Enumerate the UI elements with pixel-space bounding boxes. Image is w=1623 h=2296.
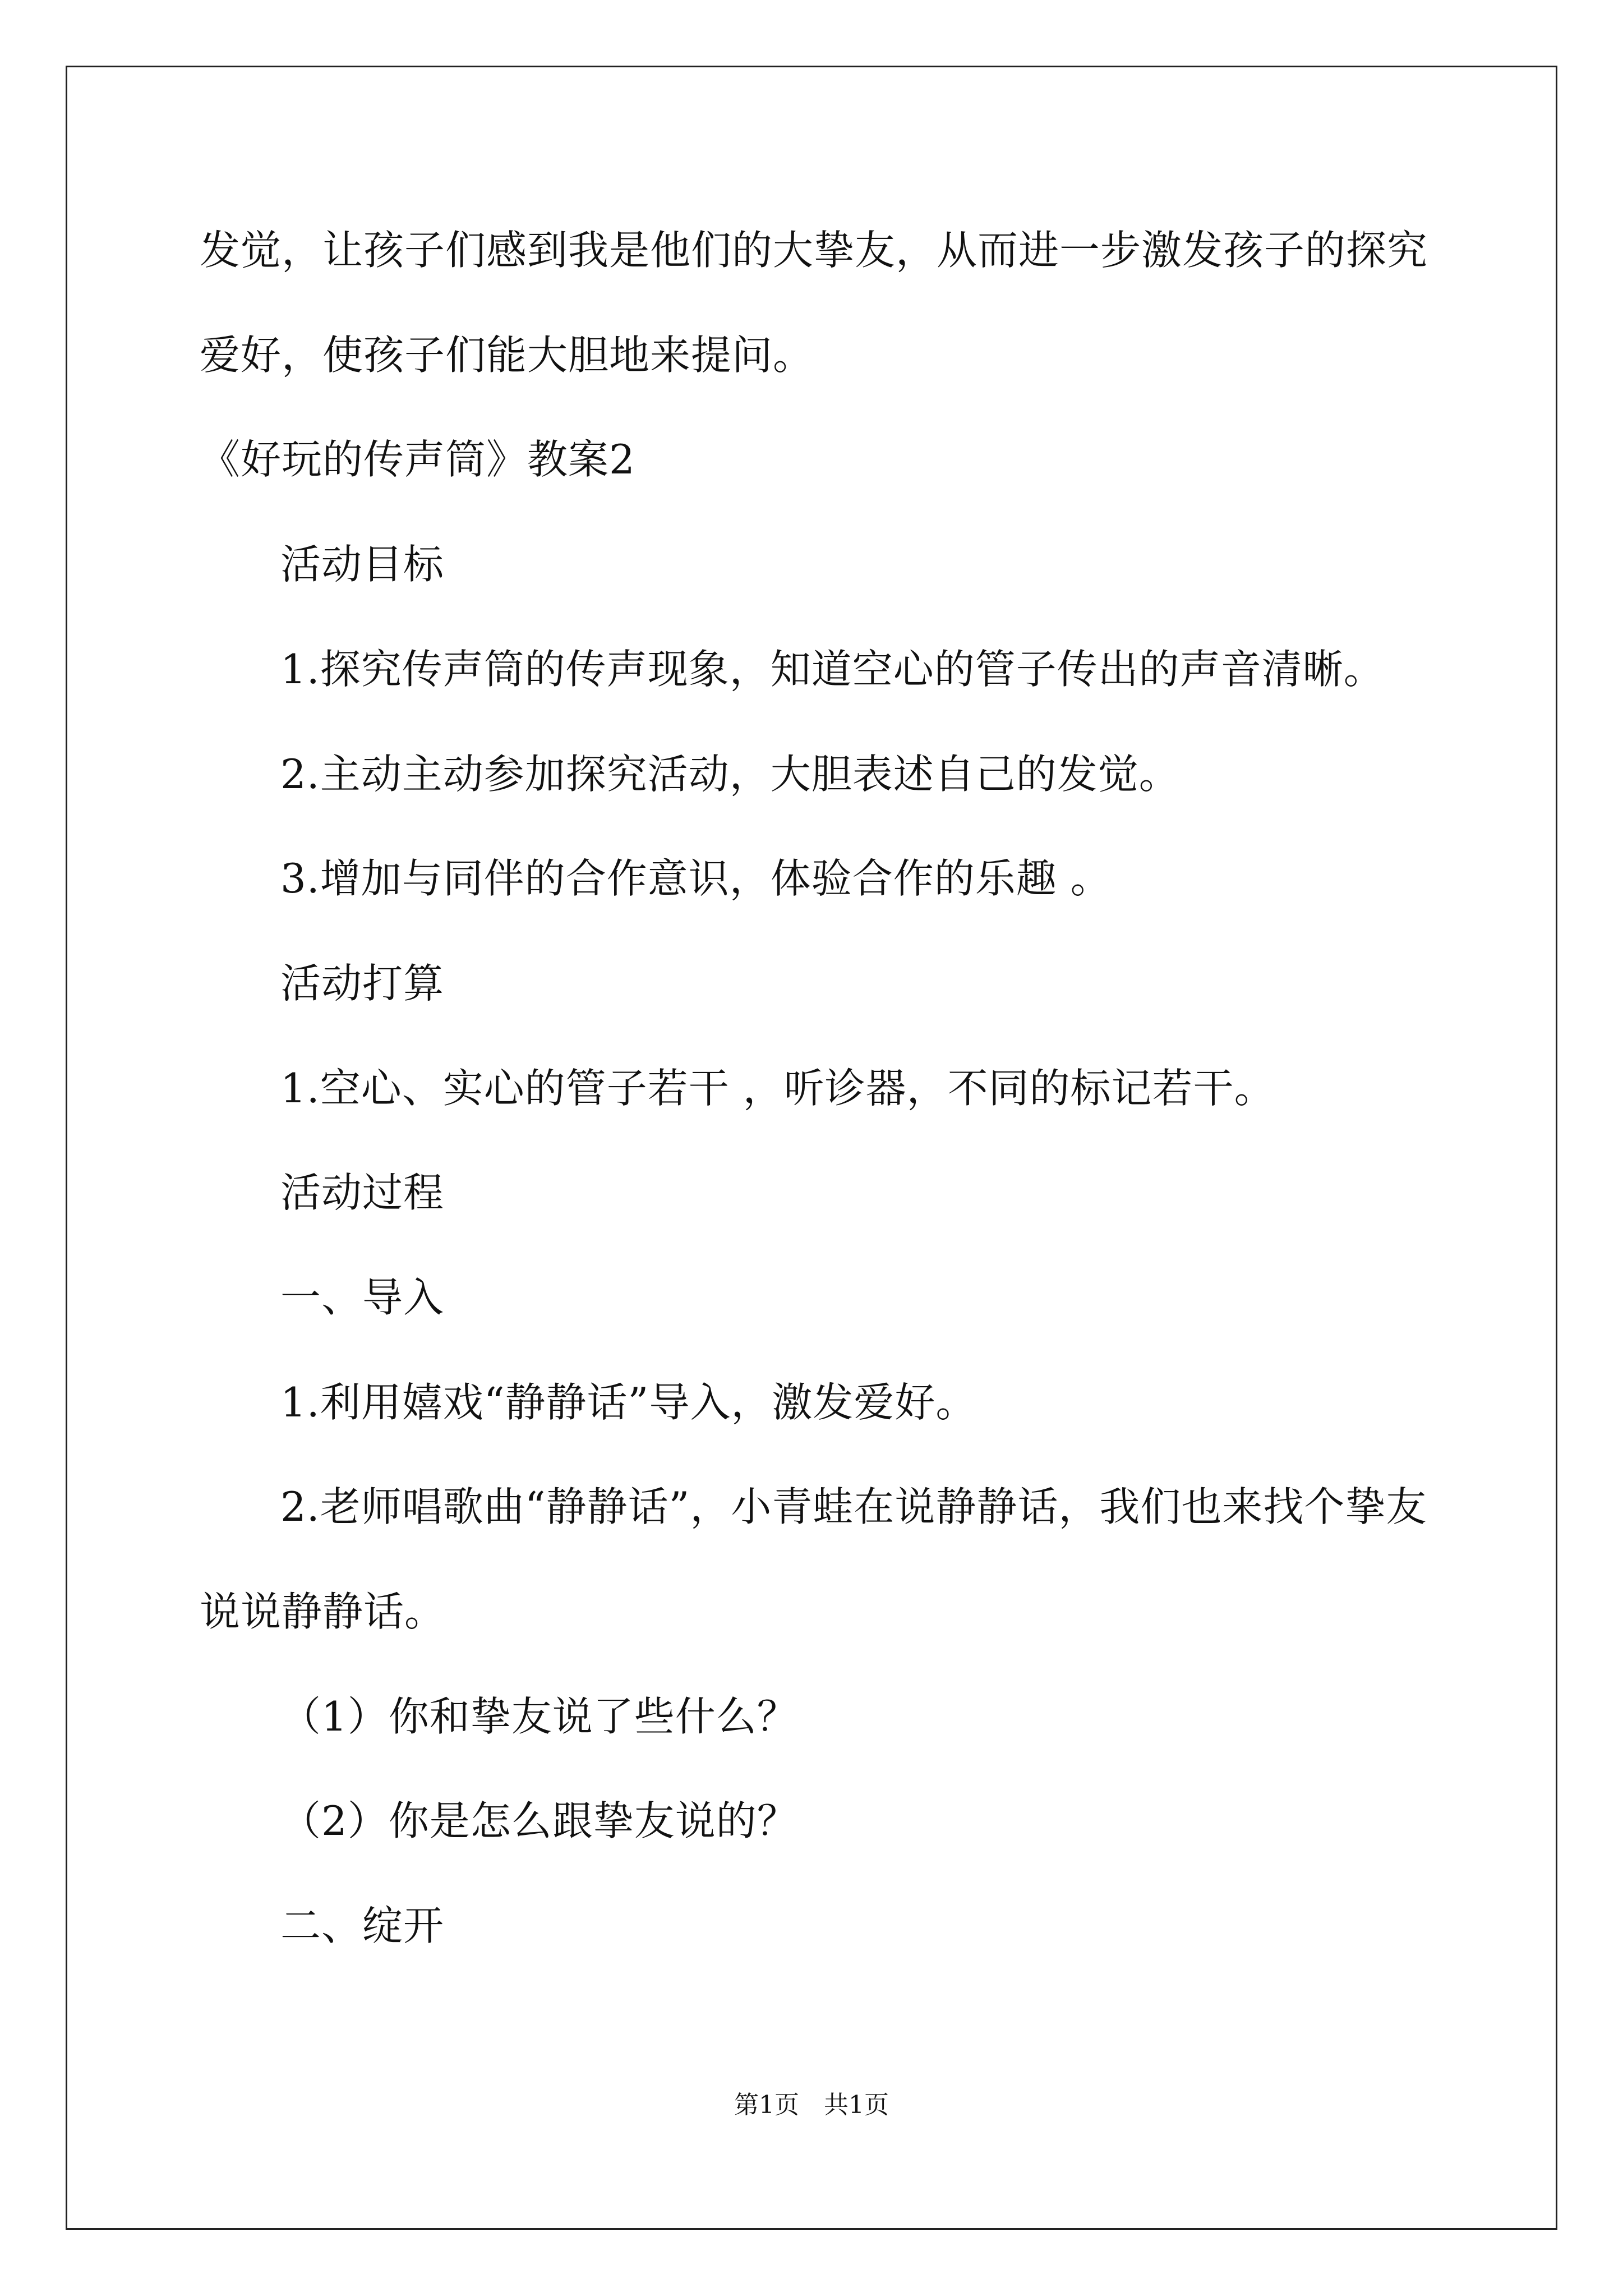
list-item: 1.探究传声筒的传声现象，知道空心的管子传出的声音清晰。	[280, 646, 1385, 693]
text-line: 发觉，让孩子们感到我是他们的大挚友，从而进一步激发孩子的探究	[200, 227, 1428, 274]
list-item: 2.主动主动参加探究活动，大胆表述自己的发觉。	[280, 751, 1180, 798]
section-heading: 活动打算	[280, 960, 445, 1007]
text-line: 说说静静话。	[200, 1588, 446, 1635]
list-item: 1.空心、实心的管子若干 ，听诊器，不同的标记若干。	[280, 1065, 1275, 1112]
section-heading: 活动过程	[280, 1169, 445, 1216]
section-heading: 活动目标	[280, 541, 445, 588]
sub-heading: 二、绽开	[280, 1902, 445, 1949]
question-item: （1）你和挚友说了些什么？	[280, 1693, 798, 1740]
list-item: 1.利用嬉戏“静静话”导入，激发爱好。	[280, 1379, 977, 1426]
question-item: （2）你是怎么跟挚友说的？	[280, 1797, 798, 1844]
page-number: 第1页 共1页	[734, 2091, 889, 2119]
list-item: 2.老师唱歌曲“静静话”，小青蛙在说静静话，我们也来找个挚友	[280, 1483, 1427, 1530]
text-line: 爱好，使孩子们能大胆地来提问。	[200, 332, 814, 379]
list-item: 3.增加与同伴的合作意识，体验合作的乐趣 。	[280, 855, 1112, 902]
section-title: 《好玩的传声筒》教案2	[200, 436, 635, 483]
sub-heading: 一、导入	[280, 1274, 445, 1321]
